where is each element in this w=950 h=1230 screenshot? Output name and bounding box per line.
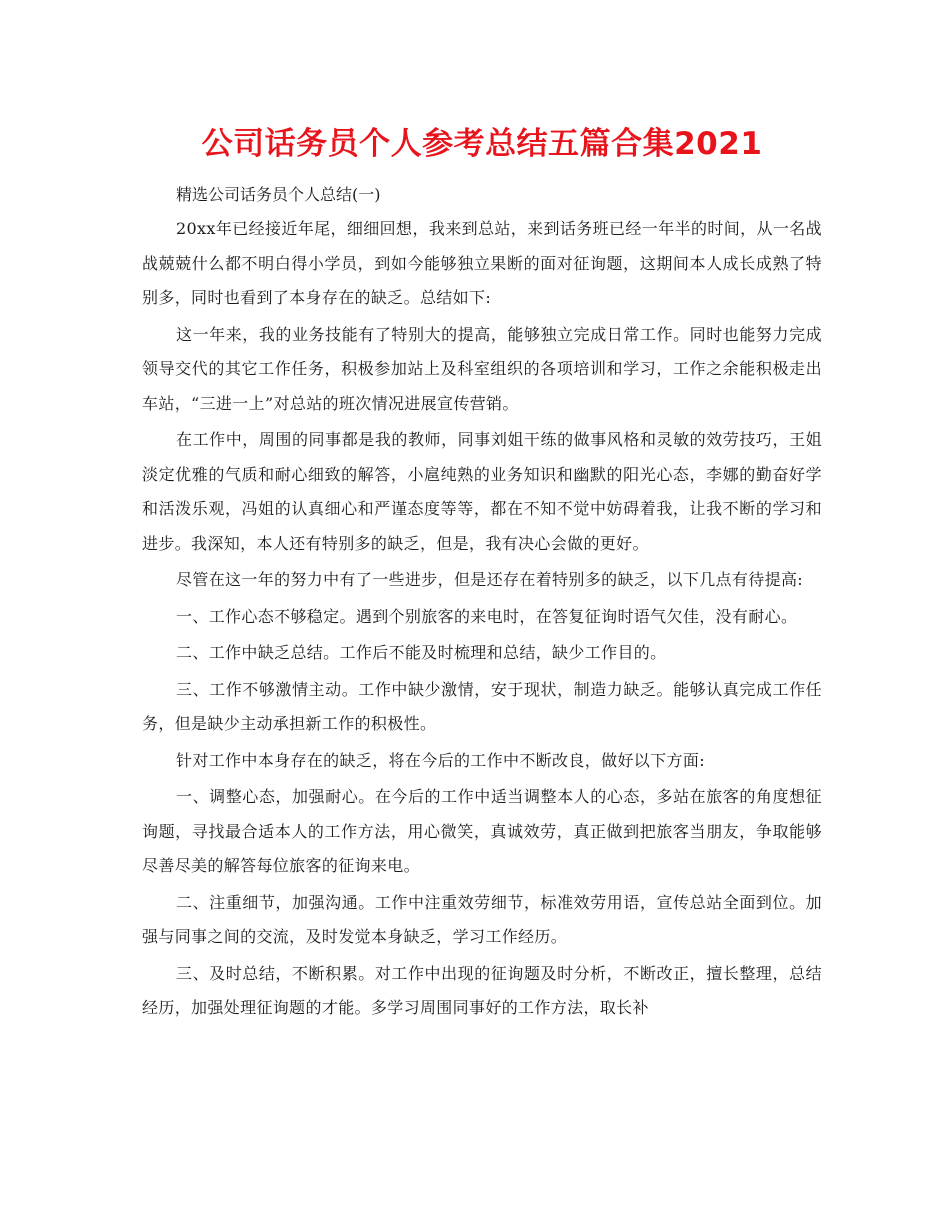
paragraph-1: 20xx年已经接近年尾，细细回想，我来到总站，来到话务班已经一年半的时间，从一名战战兢兢什么都不明白得小学员，到如今能够独立果断的面对征询题，这期间本人成长成熟了特别多，同时也看到了本身存在的缺乏。总结如下: xyxy=(142,219,822,307)
paragraph-6: 二、工作中缺乏总结。工作后不能及时梳理和总结，缺少工作目的。 xyxy=(176,643,667,662)
paragraph-9: 一、调整心态，加强耐心。在今后的工作中适当调整本人的心态，多站在旅客的角度想征询题，寻找最合适本人的工作方法，用心微笑，真诚效劳，真正做到把旅客当朋友，争取能够尽善尽美的解答每位旅客的征询来电。 xyxy=(142,787,822,875)
document-subtitle: 精选公司话务员个人总结(一) xyxy=(176,185,381,204)
paragraph-10: 二、注重细节，加强沟通。工作中注重效劳细节，标准效劳用语，宣传总站全面到位。加强与同事之间的交流，及时发觉本身缺乏，学习工作经历。 xyxy=(142,892,822,946)
document-page xyxy=(142,118,822,1028)
paragraph-4: 尽管在这一年的努力中有了一些进步，但是还存在着特别多的缺乏，以下几点有待提高: xyxy=(176,570,804,589)
paragraph-8: 针对工作中本身存在的缺乏，将在今后的工作中不断改良，做好以下方面: xyxy=(176,750,705,770)
paragraph-5: 一、工作心态不够稳定。遇到个别旅客的来电时，在答复征询时语气欠佳，没有耐心。 xyxy=(176,606,798,626)
document-title: 公司话务员个人参考总结五篇合集2021 xyxy=(201,126,763,162)
paragraph-11: 三、及时总结，不断积累。对工作中出现的征询题及时分析，不断改正，擅长整理，总结经历，加强处理征询题的才能。多学习周围同事好的工作方法，取长补 xyxy=(142,963,822,1017)
paragraph-7: 三、工作不够激情主动。工作中缺少激情，安于现状，制造力缺乏。能够认真完成工作任务，但是缺少主动承担新工作的积极性。 xyxy=(142,679,822,733)
paragraph-3: 在工作中，周围的同事都是我的教师，同事刘姐干练的做事风格和灵敏的效劳技巧，王姐淡定优雅的气质和耐心细致的解答，小扈纯熟的业务知识和幽默的阳光心态，李娜的勤奋好学和活泼乐观，冯姐的认真细心和严谨态度等等，都在不知不觉中妨碍着我，让我不断的学习和进步。我深知，本人还有特别多的缺乏，但是，我有决心会做的更好。 xyxy=(142,430,822,553)
paragraph-2: 这一年来，我的业务技能有了特别大的提高，能够独立完成日常工作。同时也能努力完成领导交代的其它工作任务，积极参加站上及科室组织的各项培训和学习，工作之余能积极走出车站，“三进一上”对总站的班次情况进展宣传营销。 xyxy=(142,324,822,413)
